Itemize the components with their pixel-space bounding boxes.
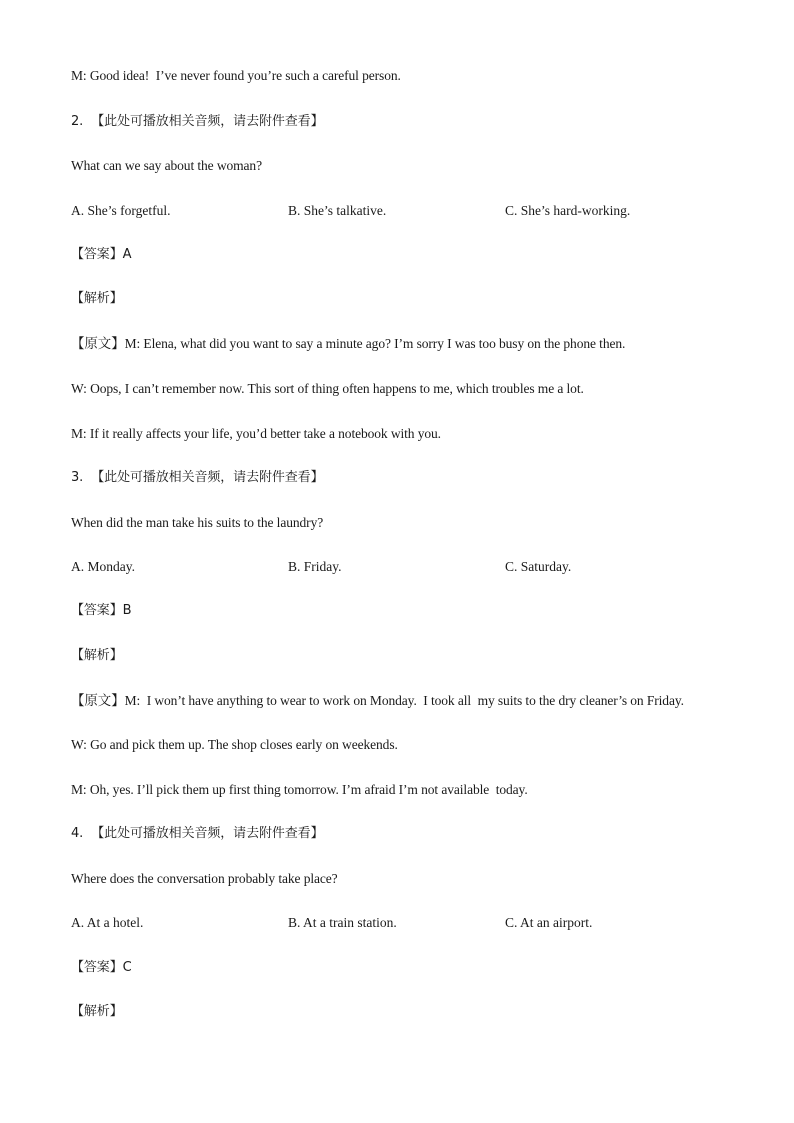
question-3-option-a: A. Monday. xyxy=(71,559,135,574)
question-3-text: When did the man take his suits to the laundry? xyxy=(71,515,324,530)
question-2-transcript-line: W: Oops, I can’t remember now. This sort of thing often happens to me, which troubles me a lot. xyxy=(71,381,584,396)
question-2-analysis-label: 【解析】 xyxy=(71,291,123,306)
question-4-header: 4. 【此处可播放相关音频，请去附件查看】 xyxy=(71,826,324,841)
question-2-option-a: A. She’s forgetful. xyxy=(71,203,171,218)
question-4-answer: 【答案】C xyxy=(71,960,132,975)
question-4-analysis-label: 【解析】 xyxy=(71,1004,123,1019)
question-3-transcript-line: W: Go and pick them up. The shop closes early on weekends. xyxy=(71,737,398,752)
question-4-option-b: B. At a train station. xyxy=(288,915,397,930)
question-4-text: Where does the conversation probably take place? xyxy=(71,871,338,886)
dialogue-line: M: Good idea! I’ve never found you’re such a careful person. xyxy=(71,68,401,83)
question-2-transcript-line: M: If it really affects your life, you’d better take a notebook with you. xyxy=(71,426,441,441)
question-3-option-b: B. Friday. xyxy=(288,559,342,574)
question-2-text: What can we say about the woman? xyxy=(71,158,262,173)
question-2-transcript-line: 【原文】M: Elena, what did you want to say a minute ago? I’m sorry I was too busy on the phone then. xyxy=(71,336,626,351)
question-3-analysis-label: 【解析】 xyxy=(71,648,123,663)
question-2-answer: 【答案】A xyxy=(71,247,132,262)
question-3-answer: 【答案】B xyxy=(71,603,132,618)
question-2-header: 2. 【此处可播放相关音频，请去附件查看】 xyxy=(71,114,324,129)
question-3-transcript-line: M: Oh, yes. I’ll pick them up first thing tomorrow. I’m afraid I’m not available today. xyxy=(71,782,528,797)
question-4-option-a: A. At a hotel. xyxy=(71,915,144,930)
question-4-option-c: C. At an airport. xyxy=(505,915,593,930)
question-2-option-c: C. She’s hard-working. xyxy=(505,203,631,218)
question-2-option-b: B. She’s talkative. xyxy=(288,203,387,218)
question-3-option-c: C. Saturday. xyxy=(505,559,572,574)
question-3-transcript-line: 【原文】M: I won’t have anything to wear to work on Monday. I took all my suits to the dry cleaner’s on Friday. xyxy=(71,693,684,708)
question-3-header: 3. 【此处可播放相关音频，请去附件查看】 xyxy=(71,470,324,485)
